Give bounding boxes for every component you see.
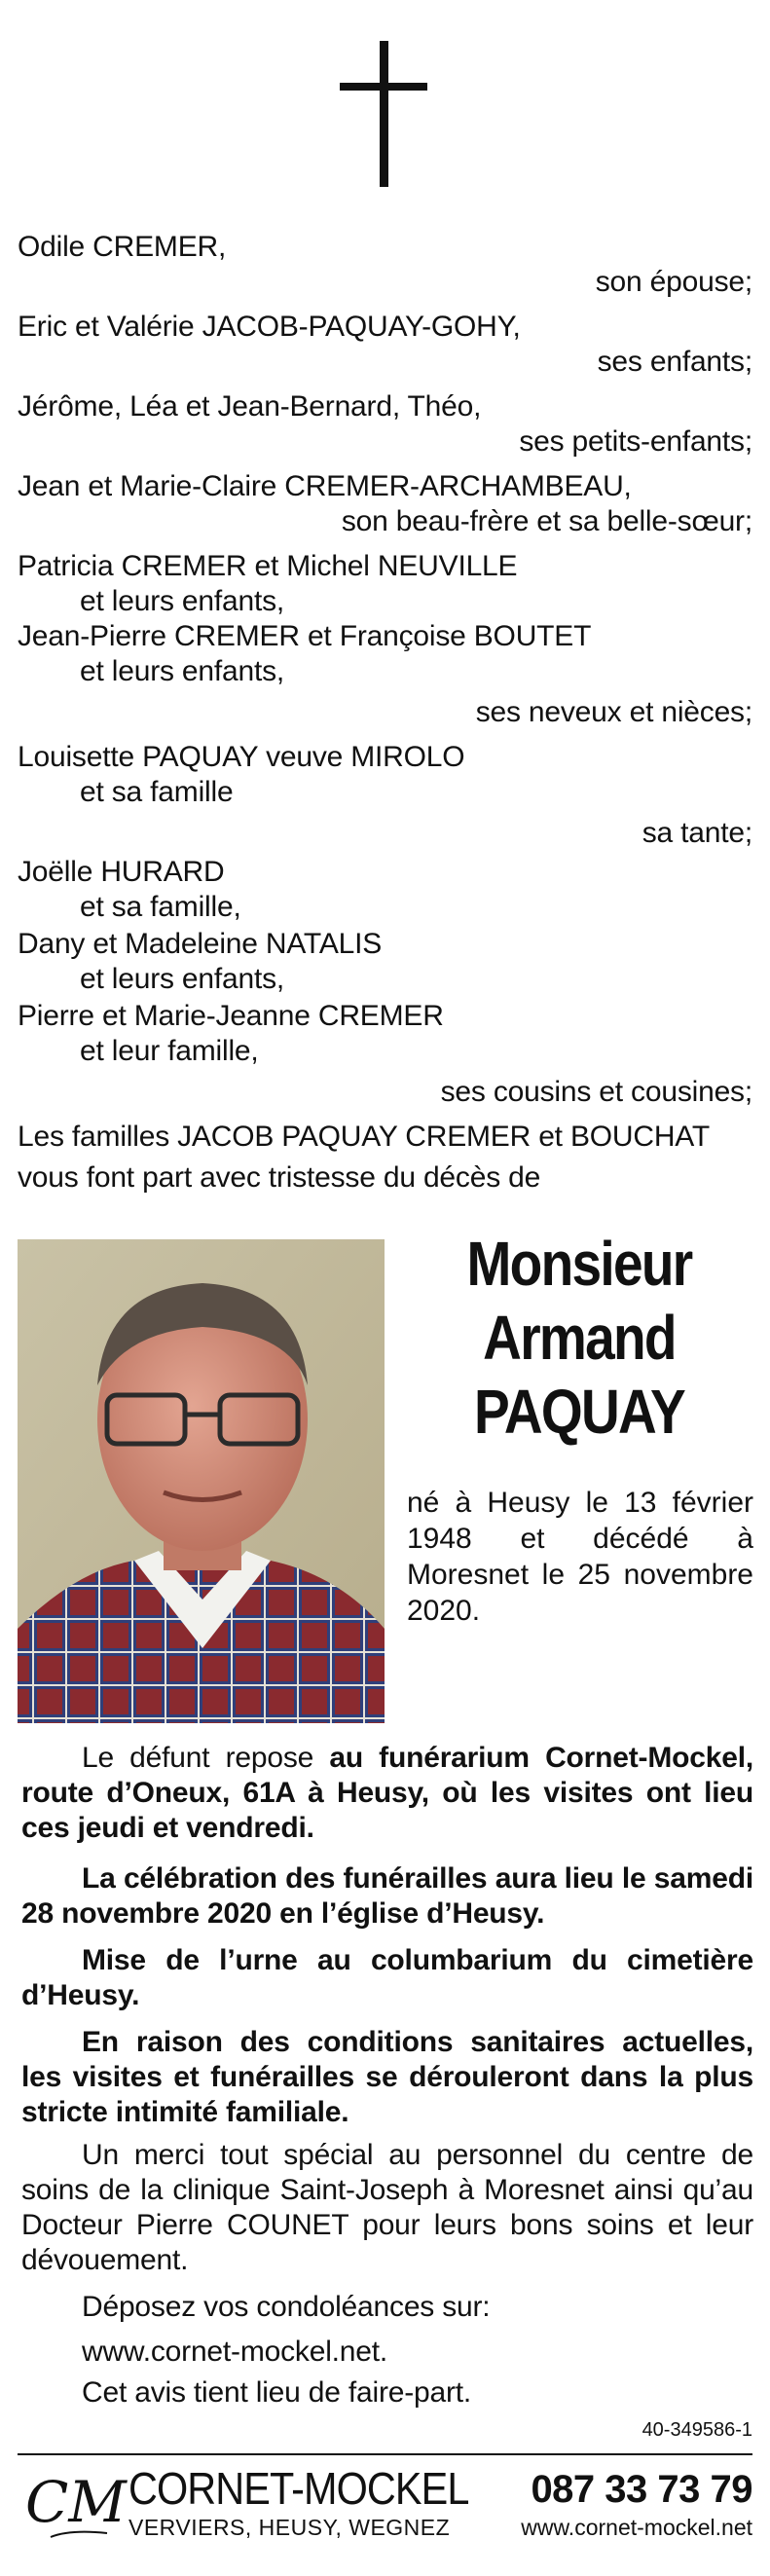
footer-divider [18,2453,752,2455]
birth-death-text: né à Heusy le 13 février 1948 et décédé à Moresnet le 25 novembre 2020. [407,1487,753,1627]
family-relation: ses neveux et nièces; [475,696,752,728]
family-relation: son beau-frère et sa belle-sœur; [341,505,752,537]
family-relation: sa tante; [642,817,752,849]
family-relation: ses cousins et cousines; [440,1076,752,1108]
brand-name: CORNET-MOCKEL [128,2463,469,2514]
family-line: Patricia CREMER et Michel NEUVILLE [18,550,518,582]
details-paragraph-1 [21,1741,753,1846]
family-line: Jérôme, Léa et Jean-Bernard, Théo, [18,390,482,423]
details-bold: au funérarium Cornet-Mockel, route d’Oneux, 61A à Heusy, où les visites ont lieu ces jeudi et vendredi. [21,1742,753,1844]
details-paragraph-4 [21,2025,753,2130]
family-line: Odile CREMER, [18,231,227,263]
details-bold: Mise de l’urne au columbarium du cimetière d’Heusy. [21,1944,753,2011]
family-line: et sa famille [80,776,234,808]
family-relation: ses enfants; [597,346,752,378]
reference-number: 40-349586-1 [642,2419,752,2441]
logo-letter-c: CM [25,2469,127,2535]
announcement-line: vous font part avec tristesse du décès de [18,1161,541,1194]
family-line: et leur famille, [80,1035,259,1067]
details-paragraph-2 [21,1861,753,1932]
family-line: Jean-Pierre CREMER et Françoise BOUTET [18,620,592,652]
family-line: et sa famille, [80,891,241,923]
brand-towns: VERVIERS, HEUSY, WEGNEZ [128,2515,451,2540]
family-relation: son épouse; [595,266,752,298]
family-line: et leurs enfants, [80,655,285,687]
family-line: Dany et Madeleine NATALIS [18,928,383,960]
family-line: Eric et Valérie JACOB-PAQUAY-GOHY, [18,311,521,343]
details-paragraph-8: Cet avis tient lieu de faire-part. [82,2376,472,2409]
details-paragraph-5: Un merci tout spécial au personnel du centre de soins de la clinique Saint-Joseph à Moresnet ainsi qu’au Docteur Pierre COUNET pour leurs bons soins et leur dévouement. [21,2139,753,2276]
family-line: Joëlle HURARD [18,856,225,888]
family-line: Pierre et Marie-Jeanne CREMER [18,1000,444,1032]
family-line: Jean et Marie-Claire CREMER-ARCHAMBEAU, [18,470,632,502]
phone-number: 087 33 73 79 [531,2468,752,2511]
family-line: et leurs enfants, [80,963,285,995]
details-bold: En raison des conditions sanitaires actuelles, les visites et funérailles se dérouleront dans la plus stricte intimité familiale. [21,2026,753,2128]
family-line: Louisette PAQUAY veuve MIROLO [18,741,465,773]
family-line: Les familles JACOB PAQUAY CREMER et BOUCHAT [18,1121,711,1153]
deceased-title: Monsieur [466,1229,692,1299]
details-paragraph-6: Déposez vos condoléances sur: [82,2291,491,2323]
cross-vertical [380,41,388,187]
family-line: et leurs enfants, [80,585,285,617]
website-link[interactable]: www.cornet-mockel.net [521,2515,752,2540]
portrait-photo [18,1239,385,1723]
deceased-last-name: PAQUAY [473,1377,685,1447]
cm-logo [21,2461,127,2551]
website-text: www.cornet-mockel.net. [82,2336,388,2368]
deceased-first-name: Armand [483,1303,676,1373]
cross-icon [340,41,427,187]
cross-horizontal [340,83,427,91]
family-relation: ses petits-enfants; [519,425,752,458]
details-text: Le défunt repose [82,1742,330,1774]
details-paragraph-3 [21,1943,753,2013]
details-bold: La célébration des funérailles aura lieu le samedi 28 novembre 2020 en l’église d’Heusy. [21,1862,753,1930]
